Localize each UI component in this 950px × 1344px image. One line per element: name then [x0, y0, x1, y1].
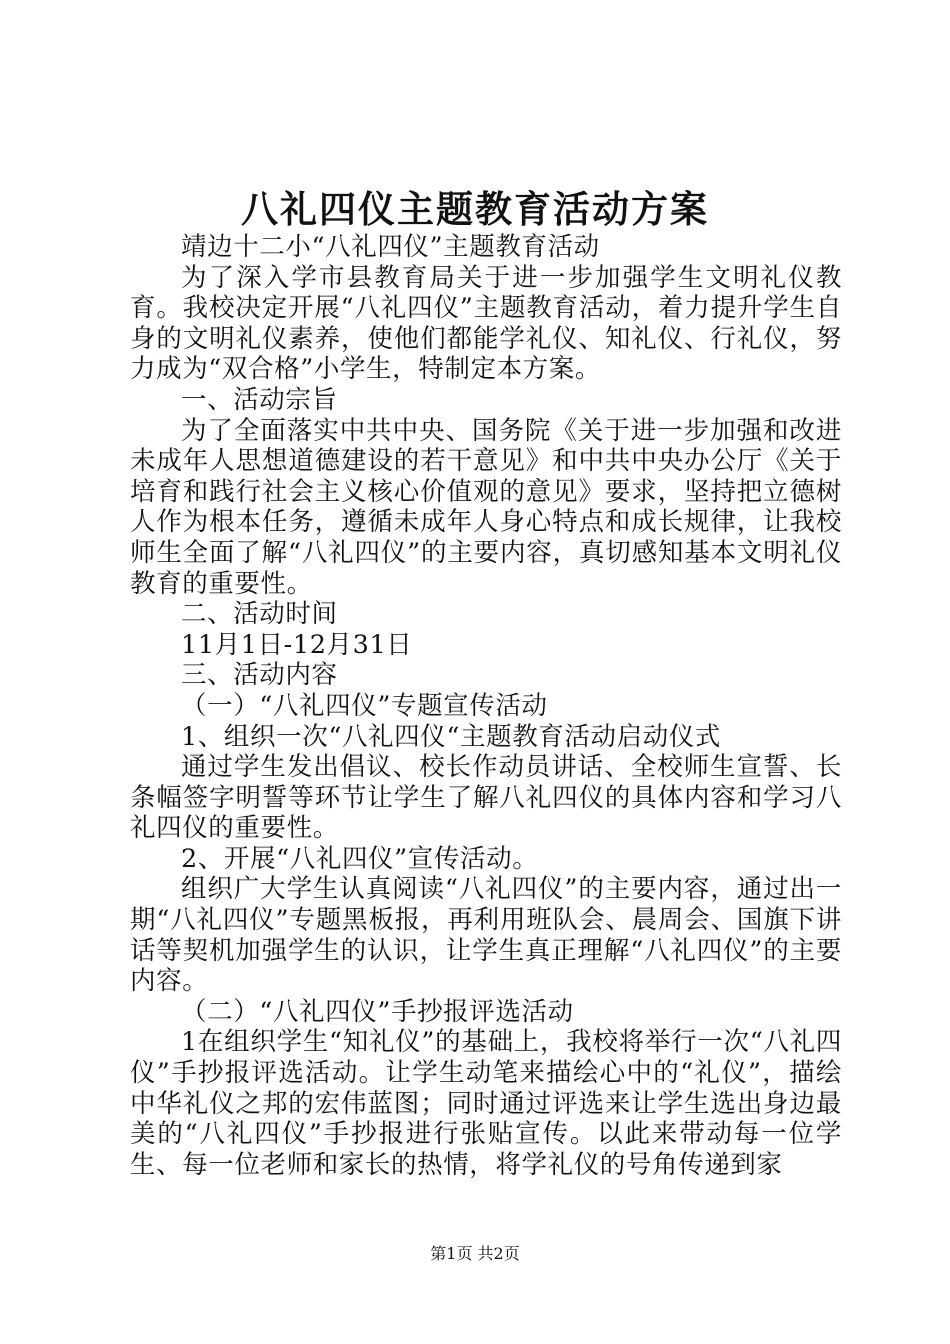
section-heading-purpose: 一、活动宗旨 — [181, 384, 338, 415]
subsection-heading-newspaper-contest: （二）“八礼四仪”手抄报评选活动 — [181, 996, 574, 1027]
page-footer: 第1页 共2页 — [430, 1244, 520, 1263]
document-body — [130, 232, 842, 1180]
section-heading-time: 二、活动时间 — [181, 599, 338, 630]
item-heading-promotion-activity: 2、开展“八礼四仪”宣传活动。 — [181, 843, 539, 874]
item-heading-launch-ceremony: 1、组织一次“八礼四仪“主题教育活动启动仪式 — [181, 721, 721, 752]
paragraph-newspaper-contest: 1在组织学生“知礼仪”的基础上，我校将举行一次“八礼四仪”手抄报评选活动。让学生动笔来描绘心中的“礼仪”，描绘中华礼仪之邦的宏伟蓝图；同时通过评选来让学生选出身边最美的“八礼四仪”手抄报进行张贴宣传。以此来带动每一位学生、每一位老师和家长的热情，将学礼仪的号角传递到家 — [130, 1027, 842, 1180]
subsection-heading-promotion: （一）“八礼四仪”专题宣传活动 — [181, 690, 548, 721]
paragraph-school-activity: 靖边十二小“八礼四仪”主题教育活动 — [181, 232, 600, 262]
paragraph-introduction: 为了深入学市县教育局关于进一步加强学生文明礼仪教育。我校决定开展“八礼四仪”主题教育活动，着力提升学生自身的文明礼仪素养，使他们都能学礼仪、知礼仪、行礼仪，努力成为“双合格”小学生，特制定本方案。 — [130, 262, 842, 385]
paragraph-time: 11月1日-12月31日 — [181, 629, 413, 660]
document-title: 八礼四仪主题教育活动方案 — [241, 187, 709, 231]
paragraph-promotion-activity: 组织广大学生认真阅读“八礼四仪”的主要内容，通过出一期“八礼四仪”专题黑板报，再利用班队会、晨周会、国旗下讲话等契机加强学生的认识，让学生真正理解“八礼四仪”的主要内容。 — [130, 874, 842, 997]
paragraph-purpose: 为了全面落实中共中央、国务院《关于进一步加强和改进未成年人思想道德建设的若干意见》和中共中央办公厅《关于培育和践行社会主义核心价值观的意见》要求，坚持把立德树人作为根本任务，遵循未成年人身心特点和成长规律，让我校师生全面了解“八礼四仪”的主要内容，真切感知基本文明礼仪教育的重要性。 — [130, 415, 842, 599]
paragraph-launch-ceremony: 通过学生发出倡议、校长作动员讲话、全校师生宣誓、长条幅签字明誓等环节让学生了解八礼四仪的具体内容和学习八礼四仪的重要性。 — [130, 752, 842, 844]
section-heading-content: 三、活动内容 — [181, 660, 338, 691]
